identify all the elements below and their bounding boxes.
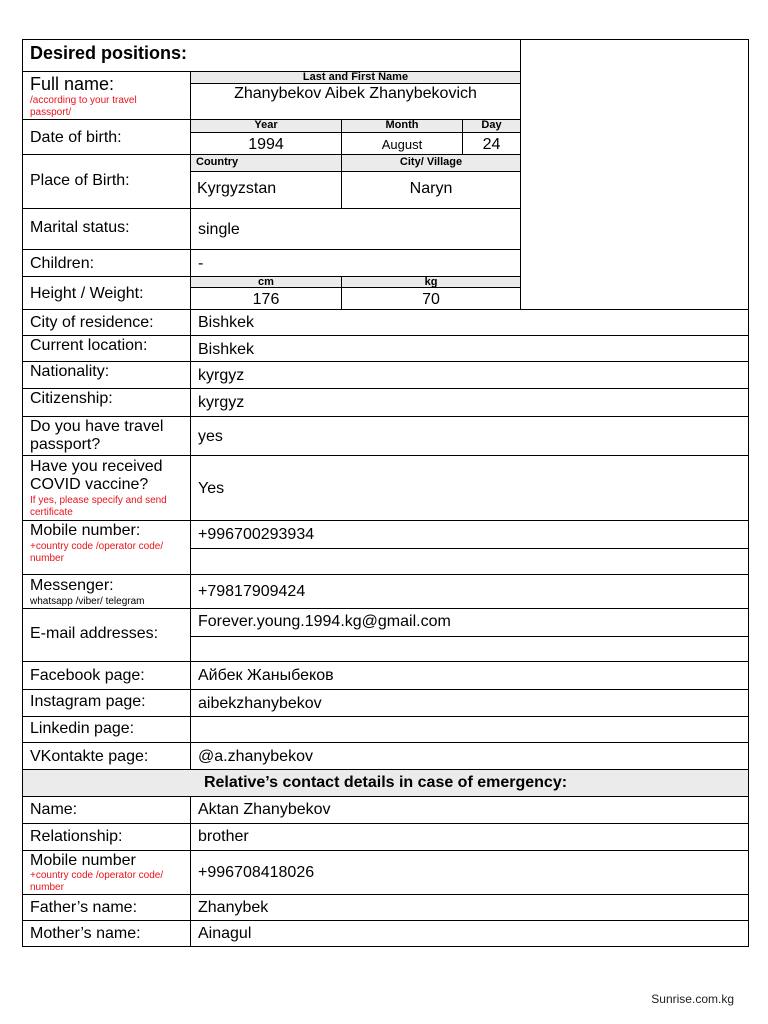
- pob-city-value[interactable]: Naryn: [409, 180, 453, 197]
- mobile-value[interactable]: +996700293934: [198, 526, 315, 543]
- facebook-row: [22, 661, 749, 690]
- messenger-note: whatsapp /viber/ telegram: [30, 596, 145, 607]
- dob-day-value[interactable]: 24: [482, 136, 501, 153]
- citizenship-label: Citizenship:: [30, 390, 113, 407]
- relative-mobile-note: +country code /operator code/ number: [30, 870, 164, 893]
- citizenship-row: [22, 388, 749, 417]
- relative-name-value[interactable]: Aktan Zhanybekov: [198, 801, 331, 818]
- current-location-label: Current location:: [30, 337, 148, 354]
- covid-row: [22, 455, 749, 521]
- relationship-label: Relationship:: [30, 828, 123, 845]
- pob-country-value[interactable]: Kyrgyzstan: [197, 180, 277, 197]
- messenger-value[interactable]: +79817909424: [198, 583, 306, 600]
- relative-mobile-row: [22, 850, 749, 895]
- travel-passport-value[interactable]: yes: [198, 428, 223, 445]
- nationality-row: [22, 361, 749, 389]
- mobile-label: Mobile number:: [30, 522, 141, 539]
- father-label: Father’s name:: [30, 899, 138, 916]
- messenger-label: Messenger:: [30, 577, 114, 594]
- children-row: [22, 249, 521, 277]
- relative-name-label: Name:: [30, 801, 78, 818]
- travel-passport-row: [22, 416, 749, 456]
- city-of-residence-row: [22, 309, 749, 336]
- covid-note: If yes, please specify and send certificate: [30, 495, 167, 518]
- height-cm-header: cm: [190, 276, 342, 288]
- height-weight-label: Height / Weight:: [30, 285, 144, 302]
- relationship-value[interactable]: brother: [198, 828, 249, 845]
- dob-label: Date of birth:: [30, 129, 122, 146]
- messenger-row: [22, 574, 749, 609]
- children-label: Children:: [30, 255, 95, 272]
- city-of-residence-label: City of residence:: [30, 314, 154, 331]
- travel-passport-label: Do you have travel passport?: [30, 418, 164, 453]
- nationality-value[interactable]: kyrgyz: [198, 367, 245, 384]
- instagram-label: Instagram page:: [30, 693, 146, 710]
- mobile-note: +country code /operator code/ number: [30, 541, 164, 564]
- full-name-note: /according to your travel passport/: [30, 95, 137, 118]
- facebook-label: Facebook page:: [30, 667, 145, 684]
- current-location-value[interactable]: Bishkek: [198, 341, 255, 358]
- vkontakte-value[interactable]: @a.zhanybekov: [198, 748, 313, 765]
- city-of-residence-value[interactable]: Bishkek: [198, 314, 255, 331]
- citizenship-value[interactable]: kyrgyz: [198, 394, 245, 411]
- weight-kg-header: kg: [341, 276, 521, 288]
- dob-year-value[interactable]: 1994: [248, 136, 284, 153]
- email-value[interactable]: Forever.young.1994.kg@gmail.com: [198, 613, 451, 630]
- full-name-label: Full name:: [30, 74, 115, 94]
- relative-mobile-value[interactable]: +996708418026: [198, 864, 315, 881]
- nationality-label: Nationality:: [30, 363, 110, 380]
- footer-site: Sunrise.com.kg: [651, 992, 734, 1006]
- father-row: [22, 894, 749, 921]
- facebook-value[interactable]: Айбек Жаныбеков: [198, 667, 334, 684]
- email-row: [22, 608, 749, 662]
- linkedin-row: [22, 716, 749, 743]
- email-label: E-mail addresses:: [30, 625, 159, 642]
- linkedin-label: Linkedin page:: [30, 720, 135, 737]
- height-value[interactable]: 176: [252, 291, 280, 308]
- mother-label: Mother’s name:: [30, 925, 141, 942]
- full-name-header: Last and First Name: [190, 71, 521, 84]
- father-value[interactable]: Zhanybek: [198, 899, 269, 916]
- covid-value[interactable]: Yes: [198, 480, 225, 497]
- desired-positions-row: [22, 39, 521, 72]
- mobile-row: [22, 520, 749, 575]
- emergency-header: Relative’s contact details in case of emergency:: [203, 774, 568, 791]
- relative-name-row: [22, 796, 749, 824]
- covid-label: Have you received COVID vaccine?: [30, 458, 163, 493]
- vkontakte-label: VKontakte page:: [30, 748, 149, 765]
- pob-country-header: Country: [190, 154, 342, 172]
- marital-status-label: Marital status:: [30, 219, 130, 236]
- instagram-row: [22, 689, 749, 717]
- desired-positions-label: Desired positions:: [30, 43, 188, 63]
- dob-month-header: Month: [341, 119, 463, 133]
- emergency-header-row: [22, 769, 749, 797]
- marital-status-value[interactable]: single: [198, 221, 240, 238]
- full-name-value[interactable]: Zhanybekov Aibek Zhanybekovich: [234, 85, 477, 102]
- children-value[interactable]: -: [198, 255, 204, 272]
- dob-day-header: Day: [462, 119, 521, 133]
- weight-value[interactable]: 70: [422, 291, 440, 308]
- place-of-birth-label: Place of Birth:: [30, 172, 130, 189]
- marital-status-row: [22, 208, 521, 250]
- dob-year-header: Year: [190, 119, 342, 133]
- instagram-value[interactable]: aibekzhanybekov: [198, 695, 322, 712]
- mother-row: [22, 920, 749, 947]
- vkontakte-row: [22, 742, 749, 770]
- current-location-row: [22, 335, 749, 362]
- relative-mobile-label: Mobile number: [30, 852, 136, 869]
- relationship-row: [22, 823, 749, 851]
- mother-value[interactable]: Ainagul: [198, 925, 252, 942]
- pob-city-header: City/ Village: [341, 154, 521, 172]
- dob-month-value[interactable]: August: [381, 137, 423, 152]
